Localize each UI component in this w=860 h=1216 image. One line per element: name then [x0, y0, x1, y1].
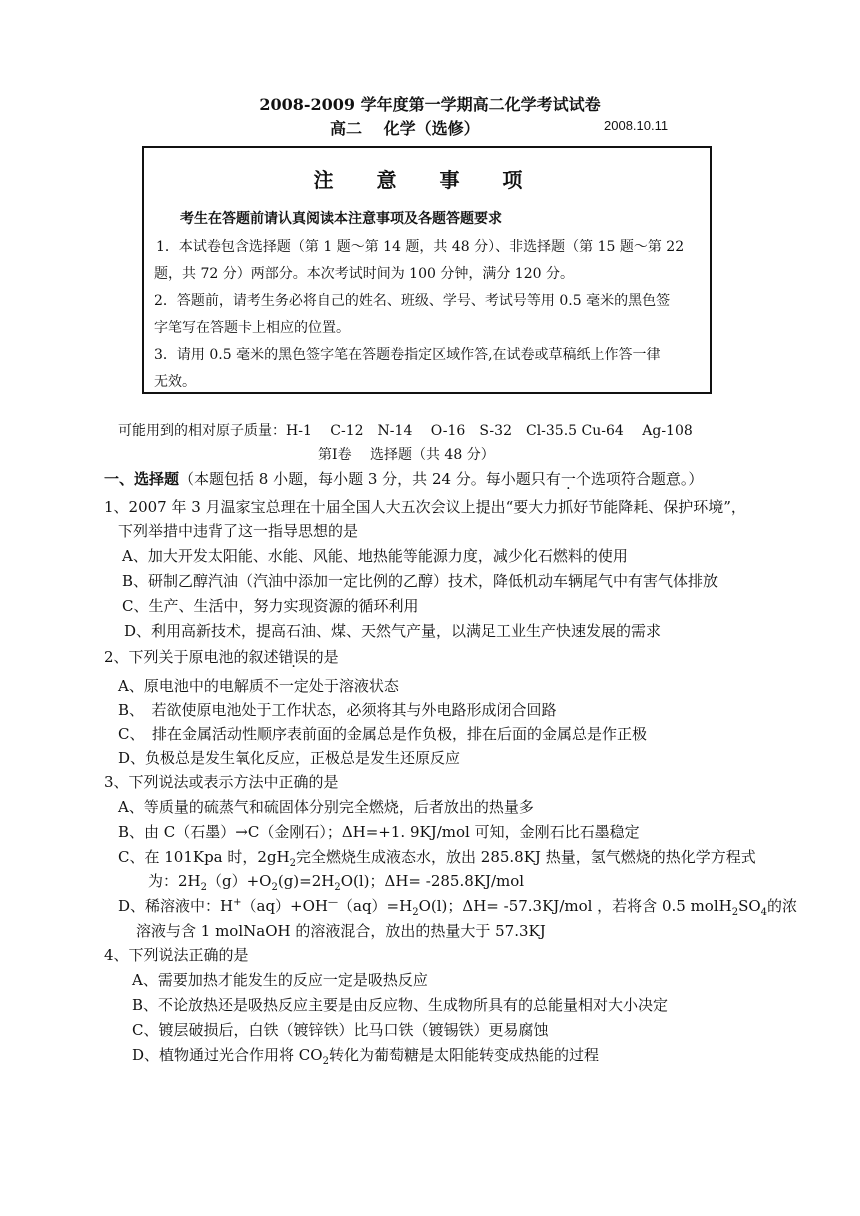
question-3-option-c-equation — [148, 870, 524, 893]
question-1-option-b: B、研制乙醇汽油（汽油中添加一定比例的乙醇）技术，降低机动车辆尾气中有害气体排放 — [122, 572, 719, 590]
question-4-option-c: C、镀层破损后，白铁（镀锌铁）比马口铁（镀锡铁）更易腐蚀 — [132, 1021, 549, 1039]
question-4-stem: 4、下列说法正确的是 — [104, 946, 249, 964]
question-2-option-c: C、 排在金属活动性顺序表前面的金属总是作负极，排在后面的金属总是作正极 — [118, 725, 647, 743]
notice-line: 1．本试卷包含选择题（第 1 题～第 14 题，共 48 分）、非选择题（第 15 题～第 22 — [156, 239, 685, 255]
question-3-option-b: B、由 C（石墨）→C（金刚石）；ΔH=+1. 9KJ/mol 可知，金刚石比石墨稳定 — [118, 823, 640, 841]
notice-heading: 注 意 事 项 — [313, 168, 541, 192]
text-run: C、在 101Kpa 时，2gH — [118, 848, 290, 866]
subscript: 2 — [200, 882, 207, 893]
section-one-label: 一、选择题 — [104, 470, 180, 488]
section-one-heading — [104, 468, 703, 489]
notice-line: 3．请用 0.5 毫米的黑色签字笔在答题卷指定区域作答,在试卷或草稿纸上作答一律 — [154, 347, 661, 363]
text-run: 完全燃烧生成液态水，放出 285.8KJ 热量，氢气燃烧的热化学方程式 — [296, 848, 756, 866]
text-run: D、稀溶液中：H — [118, 897, 234, 915]
question-2-stem-c: 的是 — [308, 648, 339, 666]
subscript: 2 — [289, 858, 296, 869]
emphasis-text: 错误 — [278, 648, 309, 666]
question-1-option-a: A、加大开发太阳能、水能、风能、地热能等能源力度，减少化石燃料的使用 — [122, 547, 628, 565]
question-1-option-d: D、利用高新技术，提高石油、煤、天然气产量，以满足工业生产快速发展的需求 — [124, 622, 662, 640]
question-2-option-b: B、 若欲使原电池处于工作状态，必须将其与外电路形成闭合回路 — [118, 701, 557, 719]
superscript: + — [233, 897, 242, 908]
subscript: 4 — [760, 907, 768, 918]
text-run: O(l)；ΔH= -57.3KJ/mol ，若将含 0.5 molH — [418, 897, 732, 915]
text-run: （aq）+OH — [241, 897, 328, 915]
exam-title: 2008-2009 学年度第一学期高二化学考试试卷 — [259, 95, 601, 114]
question-1-option-c: C、生产、生活中，努力实现资源的循环利用 — [122, 597, 419, 615]
notice-subheading: 考生在答题前请认真阅读本注意事项及各题答题要求 — [180, 211, 502, 227]
question-3-stem: 3、下列说法或表示方法中正确的是 — [104, 773, 339, 791]
text-run: SO — [738, 897, 761, 915]
question-2-stem — [104, 646, 339, 667]
section-one-desc: （本题包括 8 小题，每小题 3 分，共 24 分。每小题只 — [179, 470, 546, 488]
text-run: 转化为葡萄糖是太阳能转变成热能的过程 — [328, 1046, 599, 1064]
text-run: 为：2H — [148, 872, 201, 890]
emphasis-text: 有一个 — [545, 470, 591, 488]
exam-date: 2008.10.11 — [604, 118, 669, 133]
question-1-stem-cont: 下列举措中违背了这一指导思想的是 — [118, 522, 359, 540]
section-one-desc-end: 选项符合题意。） — [590, 470, 704, 488]
subscript: 2 — [334, 882, 341, 893]
superscript: — — [328, 897, 338, 908]
text-run: （g）+O — [207, 872, 272, 890]
text-run: 的浓 — [767, 897, 798, 915]
question-3-option-a: A、等质量的硫蒸气和硫固体分别完全燃烧，后者放出的热量多 — [118, 798, 534, 816]
subscript: 2 — [731, 907, 739, 918]
text-run: D、植物通过光合作用将 CO — [132, 1046, 323, 1064]
question-4-option-a: A、需要加热才能发生的反应一定是吸热反应 — [132, 971, 428, 989]
question-2-option-a: A、原电池中的电解质不一定处于溶液状态 — [118, 677, 399, 695]
subscript: 2 — [412, 907, 419, 918]
exam-subtitle: 高二 化学（选修） — [330, 119, 480, 138]
question-3-option-d-cont: 溶液与含 1 molNaOH 的溶液混合，放出的热量大于 57.3KJ — [136, 922, 546, 940]
atomic-masses: 可能用到的相对原子质量：H-1 C-12 N-14 O-16 S-32 Cl-35.5 Cu-64 Ag-108 — [118, 423, 693, 439]
part-one-heading: 第Ⅰ卷 选择题（共 48 分） — [318, 447, 495, 463]
question-3-option-c — [118, 846, 756, 869]
notice-line: 2．答题前，请考生务必将自己的姓名、班级、学号、考试号等用 0.5 毫米的黑色签 — [154, 293, 671, 309]
notice-line: 题，共 72 分）两部分。本次考试时间为 100 分钟，满分 120 分。 — [154, 266, 574, 282]
question-4-option-b: B、不论放热还是吸热反应主要是由反应物、生成物所具有的总能量相对大小决定 — [132, 996, 669, 1014]
question-2-option-d: D、负极总是发生氧化反应，正极总是发生还原反应 — [118, 749, 461, 767]
text-run: O(l)；ΔH= -285.8KJ/mol — [340, 872, 525, 890]
text-run: （aq）=H — [338, 897, 413, 915]
question-4-option-d — [132, 1044, 599, 1067]
question-2-stem-a: 2、下列关于原电池的叙述 — [104, 648, 279, 666]
question-1-stem: 1、2007 年 3 月温家宝总理在十届全国人大五次会议上提出“要大力抓好节能降耗、保护环境”， — [104, 498, 746, 516]
subscript: 2 — [271, 882, 278, 893]
subscript: 2 — [322, 1056, 329, 1067]
question-3-option-d — [118, 895, 797, 918]
notice-line: 无效。 — [154, 374, 196, 390]
text-run: (g)=2H — [277, 872, 335, 890]
notice-box — [142, 146, 712, 394]
notice-line: 字笔写在答题卡上相应的位置。 — [154, 320, 350, 336]
